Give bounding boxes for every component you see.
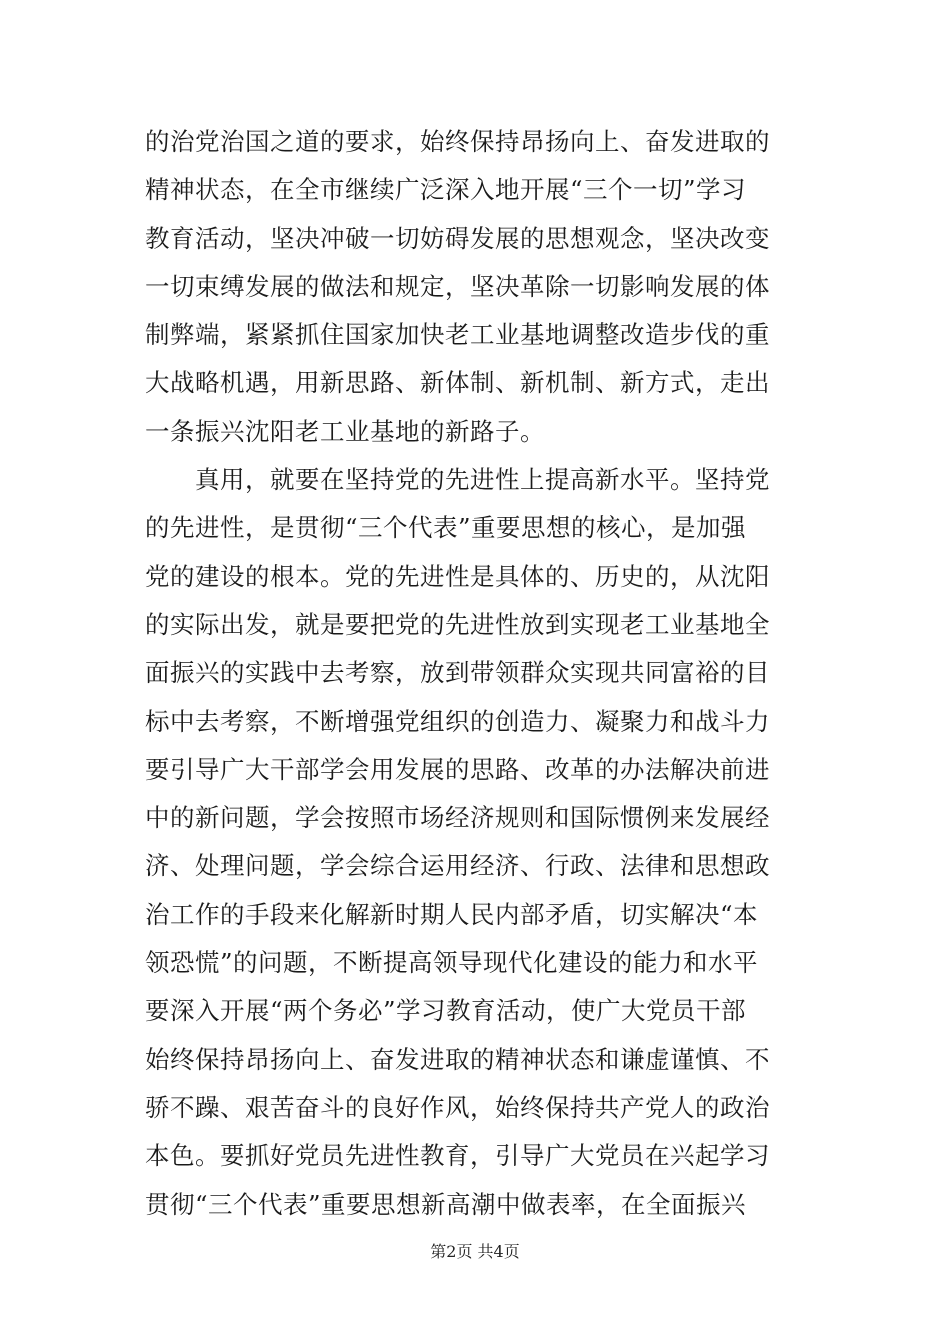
text-line: 贯彻“三个代表”重要思想新高潮中做表率，在全面振兴 [145, 1189, 747, 1219]
text-line: 大战略机遇，用新思路、新体制、新机制、新方式，走出 [145, 368, 770, 398]
body-text [145, 118, 805, 1229]
text-line: 要引导广大干部学会用发展的思路、改革的办法解决前进 [145, 754, 770, 784]
text-line: 的先进性，是贯彻“三个代表”重要思想的核心，是加强 [145, 513, 747, 543]
text-line: 中的新问题，学会按照市场经济规则和国际惯例来发展经 [145, 803, 770, 833]
text-line: 制弊端，紧紧抓住国家加快老工业基地调整改造步伐的重 [145, 320, 770, 350]
text-line: 要深入开展“两个务必”学习教育活动，使广大党员干部 [145, 996, 747, 1026]
text-line: 一条振兴沈阳老工业基地的新路子。 [145, 416, 545, 446]
paragraph-start-line: 真用，就要在坚持党的先进性上提高新水平。坚持党 [195, 465, 770, 495]
text-line: 的治党治国之道的要求，始终保持昂扬向上、奋发进取的 [145, 127, 770, 156]
text-line: 本色。要抓好党员先进性教育，引导广大党员在兴起学习 [145, 1141, 770, 1171]
text-line: 骄不躁、艰苦奋斗的良好作风，始终保持共产党人的政治 [145, 1092, 770, 1122]
text-line: 治工作的手段来化解新时期人民内部矛盾，切实解决“本 [145, 899, 759, 929]
text-line: 教育活动，坚决冲破一切妨碍发展的思想观念，坚决改变 [145, 223, 770, 253]
text-line: 精神状态，在全市继续广泛深入地开展“三个一切”学习 [145, 175, 747, 205]
text-line: 面振兴的实践中去考察，放到带领群众实现共同富裕的目 [145, 658, 770, 688]
text-line: 始终保持昂扬向上、奋发进取的精神状态和谦虚谨慎、不 [145, 1044, 770, 1074]
text-line: 标中去考察，不断增强党组织的创造力、凝聚力和战斗力 [145, 706, 770, 736]
text-line: 党的建设的根本。党的先进性是具体的、历史的，从沈阳 [145, 561, 770, 591]
page-number-footer: 第2页 共4页 [430, 1242, 520, 1261]
text-line: 一切束缚发展的做法和规定，坚决革除一切影响发展的体 [145, 271, 770, 301]
text-line: 领恐慌”的问题，不断提高领导现代化建设的能力和水平 [145, 948, 759, 978]
text-line: 的实际出发，就是要把党的先进性放到实现老工业基地全 [145, 609, 770, 639]
text-line: 济、处理问题，学会综合运用经济、行政、法律和思想政 [145, 851, 770, 881]
